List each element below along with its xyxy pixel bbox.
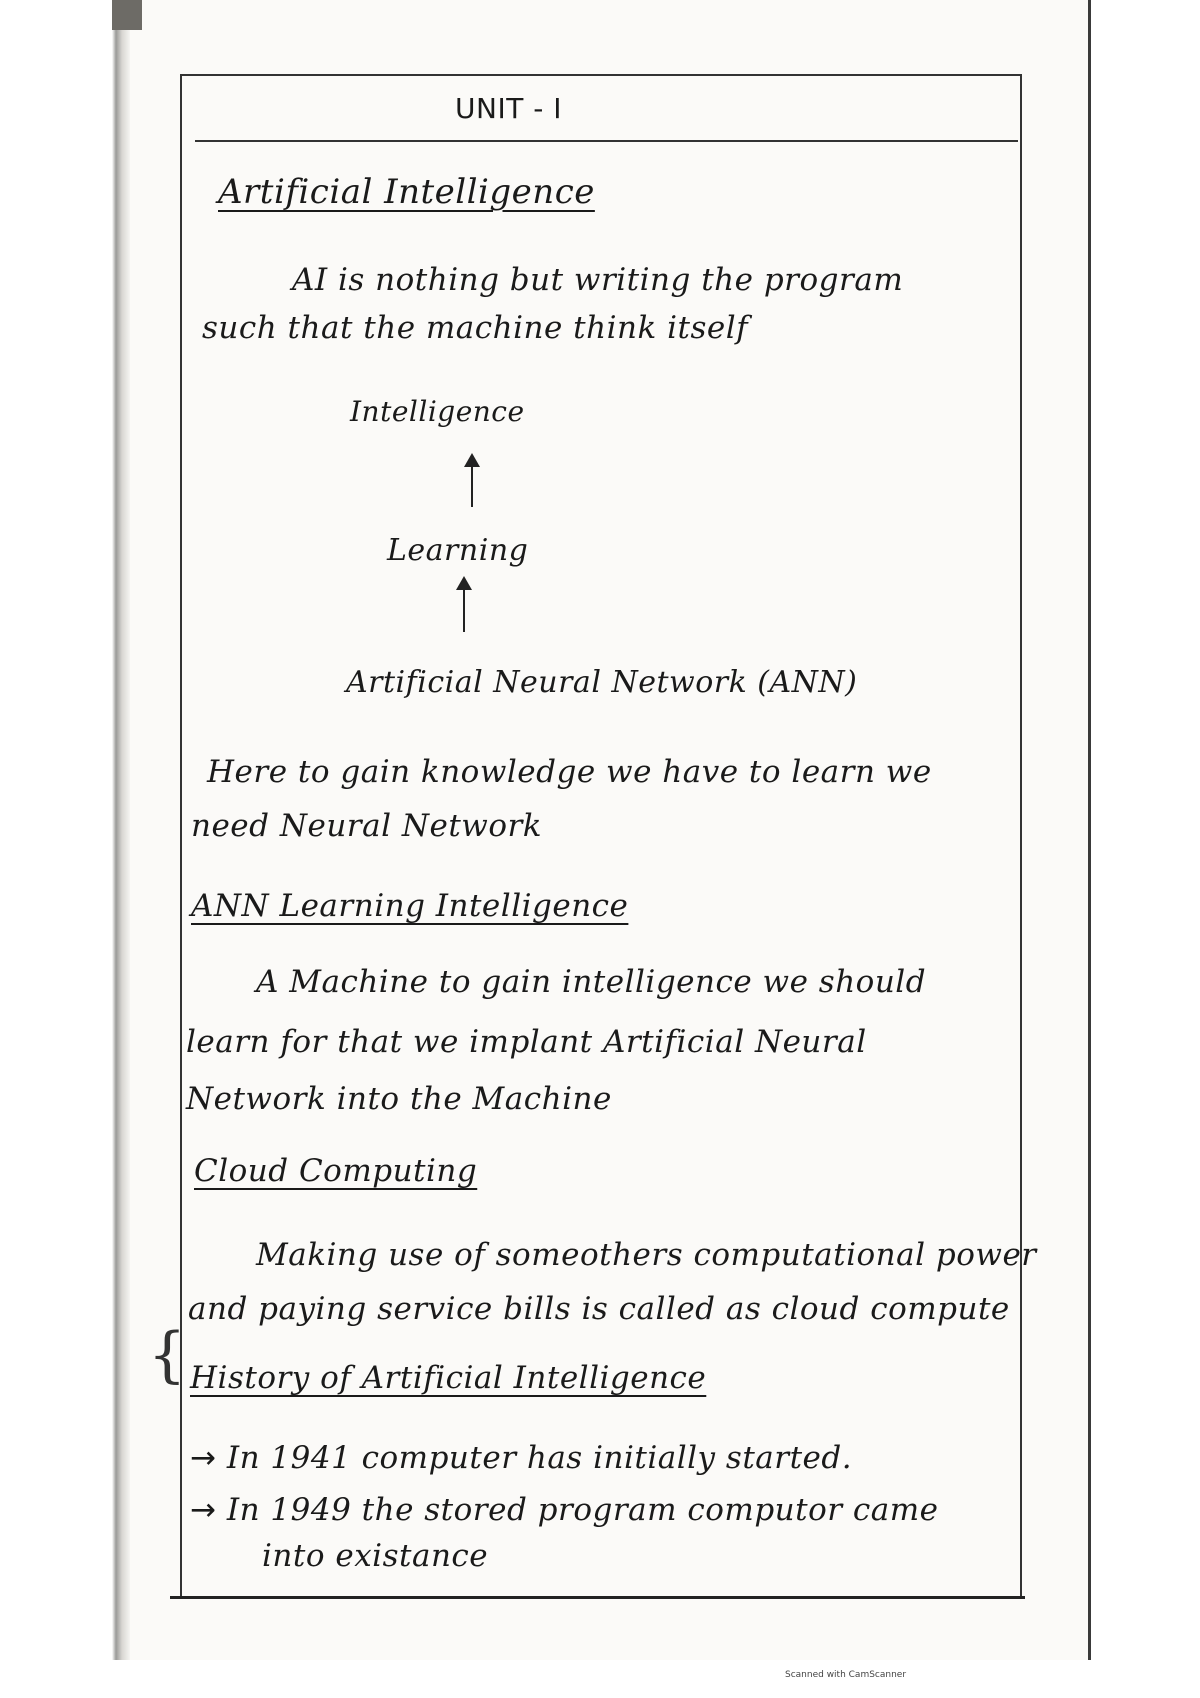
ai-text-line: AI is nothing but writing the program	[292, 262, 904, 298]
cloud-text-line: and paying service bills is called as cloud compute	[188, 1291, 1010, 1327]
here-text-line: need Neural Network	[191, 808, 543, 844]
diagram-intelligence: Intelligence	[350, 395, 525, 428]
here-text-line: Here to gain knowledge we have to learn we	[207, 754, 932, 790]
arrow-right-icon: →	[190, 1492, 217, 1528]
page-bottom-line	[170, 1596, 1025, 1599]
arrow-up-icon	[463, 578, 465, 632]
ai-text-line: such that the machine think itself	[202, 310, 749, 346]
binding-corner	[112, 0, 142, 30]
arrow-up-icon	[471, 455, 473, 507]
ann-text-line: A Machine to gain intelligence we should	[256, 964, 927, 1000]
ann-text-line: learn for that we implant Artificial Neural	[186, 1024, 867, 1060]
arrow-right-icon: →	[190, 1440, 217, 1476]
unit-title: UNIT - I	[455, 92, 562, 125]
history-item-continuation: into existance	[262, 1538, 489, 1574]
ai-heading: Artificial Intelligence	[218, 172, 595, 212]
cloud-heading: Cloud Computing	[194, 1153, 478, 1189]
scan-margin-right	[1091, 0, 1200, 1698]
margin-brace-mark: {	[148, 1320, 187, 1390]
scanner-watermark: Scanned with CamScanner	[785, 1670, 907, 1680]
page-binding-shadow	[0, 0, 130, 1660]
history-item-text: In 1941 computer has initially started.	[226, 1440, 853, 1476]
diagram-learning: Learning	[387, 533, 529, 568]
scan-margin-bottom	[0, 1660, 1200, 1698]
ann-heading: ANN Learning Intelligence	[191, 888, 629, 924]
diagram-ann: Artificial Neural Network (ANN)	[346, 665, 858, 700]
history-heading: History of Artificial Intelligence	[190, 1360, 707, 1396]
history-item-text: In 1949 the stored program computor came	[226, 1492, 939, 1528]
cloud-text-line: Making use of someothers computational power	[256, 1237, 1037, 1273]
history-item	[190, 1440, 852, 1476]
ann-text-line: Network into the Machine	[186, 1081, 612, 1117]
header-divider	[195, 140, 1018, 142]
history-item	[190, 1492, 939, 1528]
